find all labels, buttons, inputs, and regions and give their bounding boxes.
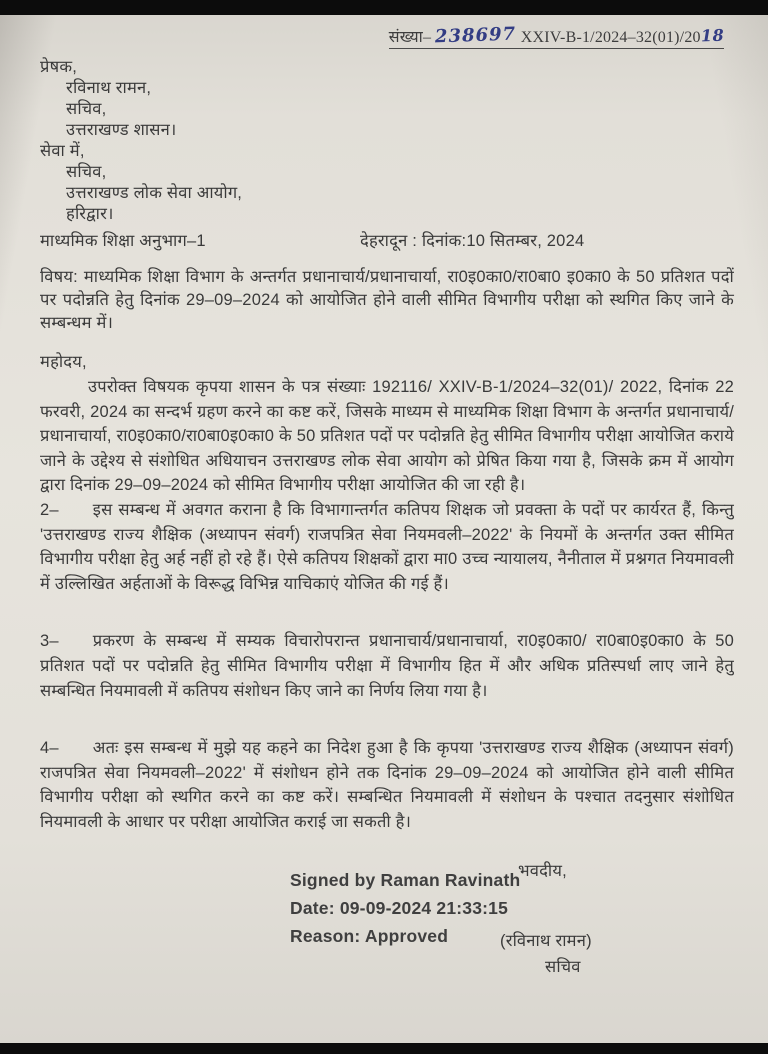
sender-designation: सचिव, xyxy=(66,100,107,118)
paragraph-2-number: 2– xyxy=(40,500,59,519)
paragraph-1-text: उपरोक्त विषयक कृपया शासन के पत्र संख्याः 192116/ XXIV-B-1/2024–32(01)/ 2022, दिनांक 22 फरवरी, 2024 का सन्दर्भ ग्रहण करने का कष्ट करें, जिसके माध्यम से माध्यमिक शिक्षा विभाग के अन्तर्गत प्रधानाचार्य/प्रधानाचार्या, रा0इ0का0/रा0बा0इ0का0 के 50 प्रतिशत पदों पर पदोन्नति हेतु सीमित विभागीय परीक्षा आयोजित कराये जाने के उद्देश्य से संशोधित अधियाचन उत्तराखण्ड लोक सेवा आयोग को प्रेषित किया गया है, जिसके क्रम में आयोग द्वारा दिनांक 29–09–2024 को सीमित विभागीय परीक्षा आयोजित की जा रही है। xyxy=(40,378,734,495)
section-name: माध्यमिक शिक्षा अनुभाग–1 xyxy=(40,232,206,250)
sender-label: प्रेषक, xyxy=(40,58,77,76)
paragraph-3 xyxy=(40,629,734,703)
signature-date: Date: 09-09-2024 21:33:15 xyxy=(290,897,509,918)
sender-organisation: उत्तराखण्ड शासन। xyxy=(66,121,177,139)
ref-number-line xyxy=(389,25,724,49)
paragraph-4-text: अतः इस सम्बन्ध में मुझे यह कहने का निदेश हुआ है कि कृपया 'उत्तराखण्ड राज्य शैक्षिक (अध्यापन संवर्ग) राजपत्रित सेवा नियमवली–2022' में संशोधन होने तक दिनांक 29–09–2024 को आयोजित होने वाली सीमित विभागीय परीक्षा को स्थगित करने का कष्ट करें। सम्बन्धित नियमावली में संशोधन के पश्चात तदनुसार संशोधित नियमावली के आधार पर परीक्षा आयोजित कराई जा सकती है। xyxy=(40,739,734,831)
recipient-organisation: उत्तराखण्ड लोक सेवा आयोग, xyxy=(66,184,243,202)
sender-block xyxy=(40,57,734,141)
recipient-city: हरिद्वार। xyxy=(66,205,114,223)
signature-signed-by: Signed by Raman Ravinath xyxy=(290,869,521,890)
ref-printed: XXIV-B-1/2024–32(01)/ xyxy=(520,29,685,46)
recipient-block xyxy=(40,141,734,225)
paragraph-2-text: इस सम्बन्ध में अवगत कराना है कि विभागान्तर्गत कतिपय शिक्षक जो प्रवक्ता के पदों पर कार्यरत हैं, किन्तु 'उत्तराखण्ड राज्य शैक्षिक (अध्यापन संवर्ग) राजपत्रित सेवा नियमवली–2022' के नियमों के अन्तर्गत उक्त सीमित विभागीय परीक्षा हेतु अर्ह नहीं हो रहे हैं। ऐसे कतिपय शिक्षकों द्वारा मा0 उच्च न्यायालय, नैनीताल में प्रश्नगत नियमावली में उल्लिखित अर्हताओं के विरूद्ध विभिन्न याचिकाएं योजित की गई हैं। xyxy=(40,500,734,593)
paragraph-1 xyxy=(40,375,734,498)
recipient-label: सेवा में, xyxy=(40,142,85,160)
ref-year-handwritten: 18 xyxy=(700,25,725,46)
valediction: भवदीय, xyxy=(518,861,567,880)
salutation: महोदय, xyxy=(40,353,87,371)
closing-area xyxy=(40,855,734,995)
ref-year-printed: 20 xyxy=(684,29,701,46)
ref-handwritten-number: 238697 xyxy=(434,23,517,48)
place-date: देहरादून : दिनांक:10 सितम्बर, 2024 xyxy=(360,232,585,250)
subject-paragraph: विषय: माध्यमिक शिक्षा विभाग के अन्तर्गत प्रधानाचार्य/प्रधानाचार्या, रा0इ0का0/रा0बा0 इ0का0 के 50 प्रतिशत पदों पर पदोन्नति हेतु दिनांक 29–09–2024 को आयोजित होने वाली सीमित विभागीय परीक्षा को स्थगित किए जाने के सम्बन्धम में। xyxy=(40,268,734,332)
paragraph-4-number: 4– xyxy=(40,739,59,758)
paragraph-3-text: प्रकरण के सम्बन्ध में सम्यक विचारोपरान्त प्रधानाचार्य/प्रधानाचार्या, रा0इ0का0/ रा0बा0इ0का0 के 50 प्रतिशत पदों पर पदोन्नति हेतु सीमित विभागीय परीक्षा में विभागीय हित में और अधिक प्रतिस्पर्धा लाए जाने हेतु सम्बन्धित नियमावली में कतिपय संशोधन किए जाने का निर्णय लिया गया है। xyxy=(40,632,734,700)
sender-name: रविनाथ रामन, xyxy=(66,79,152,97)
signature-reason: Reason: Approved xyxy=(290,925,449,946)
recipient-designation: सचिव, xyxy=(66,163,107,181)
signatory-name: (रविनाथ रामन) xyxy=(500,931,592,950)
digital-signature-stamp xyxy=(290,866,520,950)
photo-border-top xyxy=(0,0,768,15)
paragraph-2 xyxy=(40,498,734,596)
section-date-row xyxy=(40,230,734,252)
paragraph-3-number: 3– xyxy=(40,632,59,651)
letter-page xyxy=(0,15,768,1043)
signatory-designation: सचिव xyxy=(545,957,581,976)
paragraph-4 xyxy=(40,736,734,834)
ref-label: संख्या– xyxy=(388,29,432,46)
photo-border-bottom xyxy=(0,1043,768,1054)
